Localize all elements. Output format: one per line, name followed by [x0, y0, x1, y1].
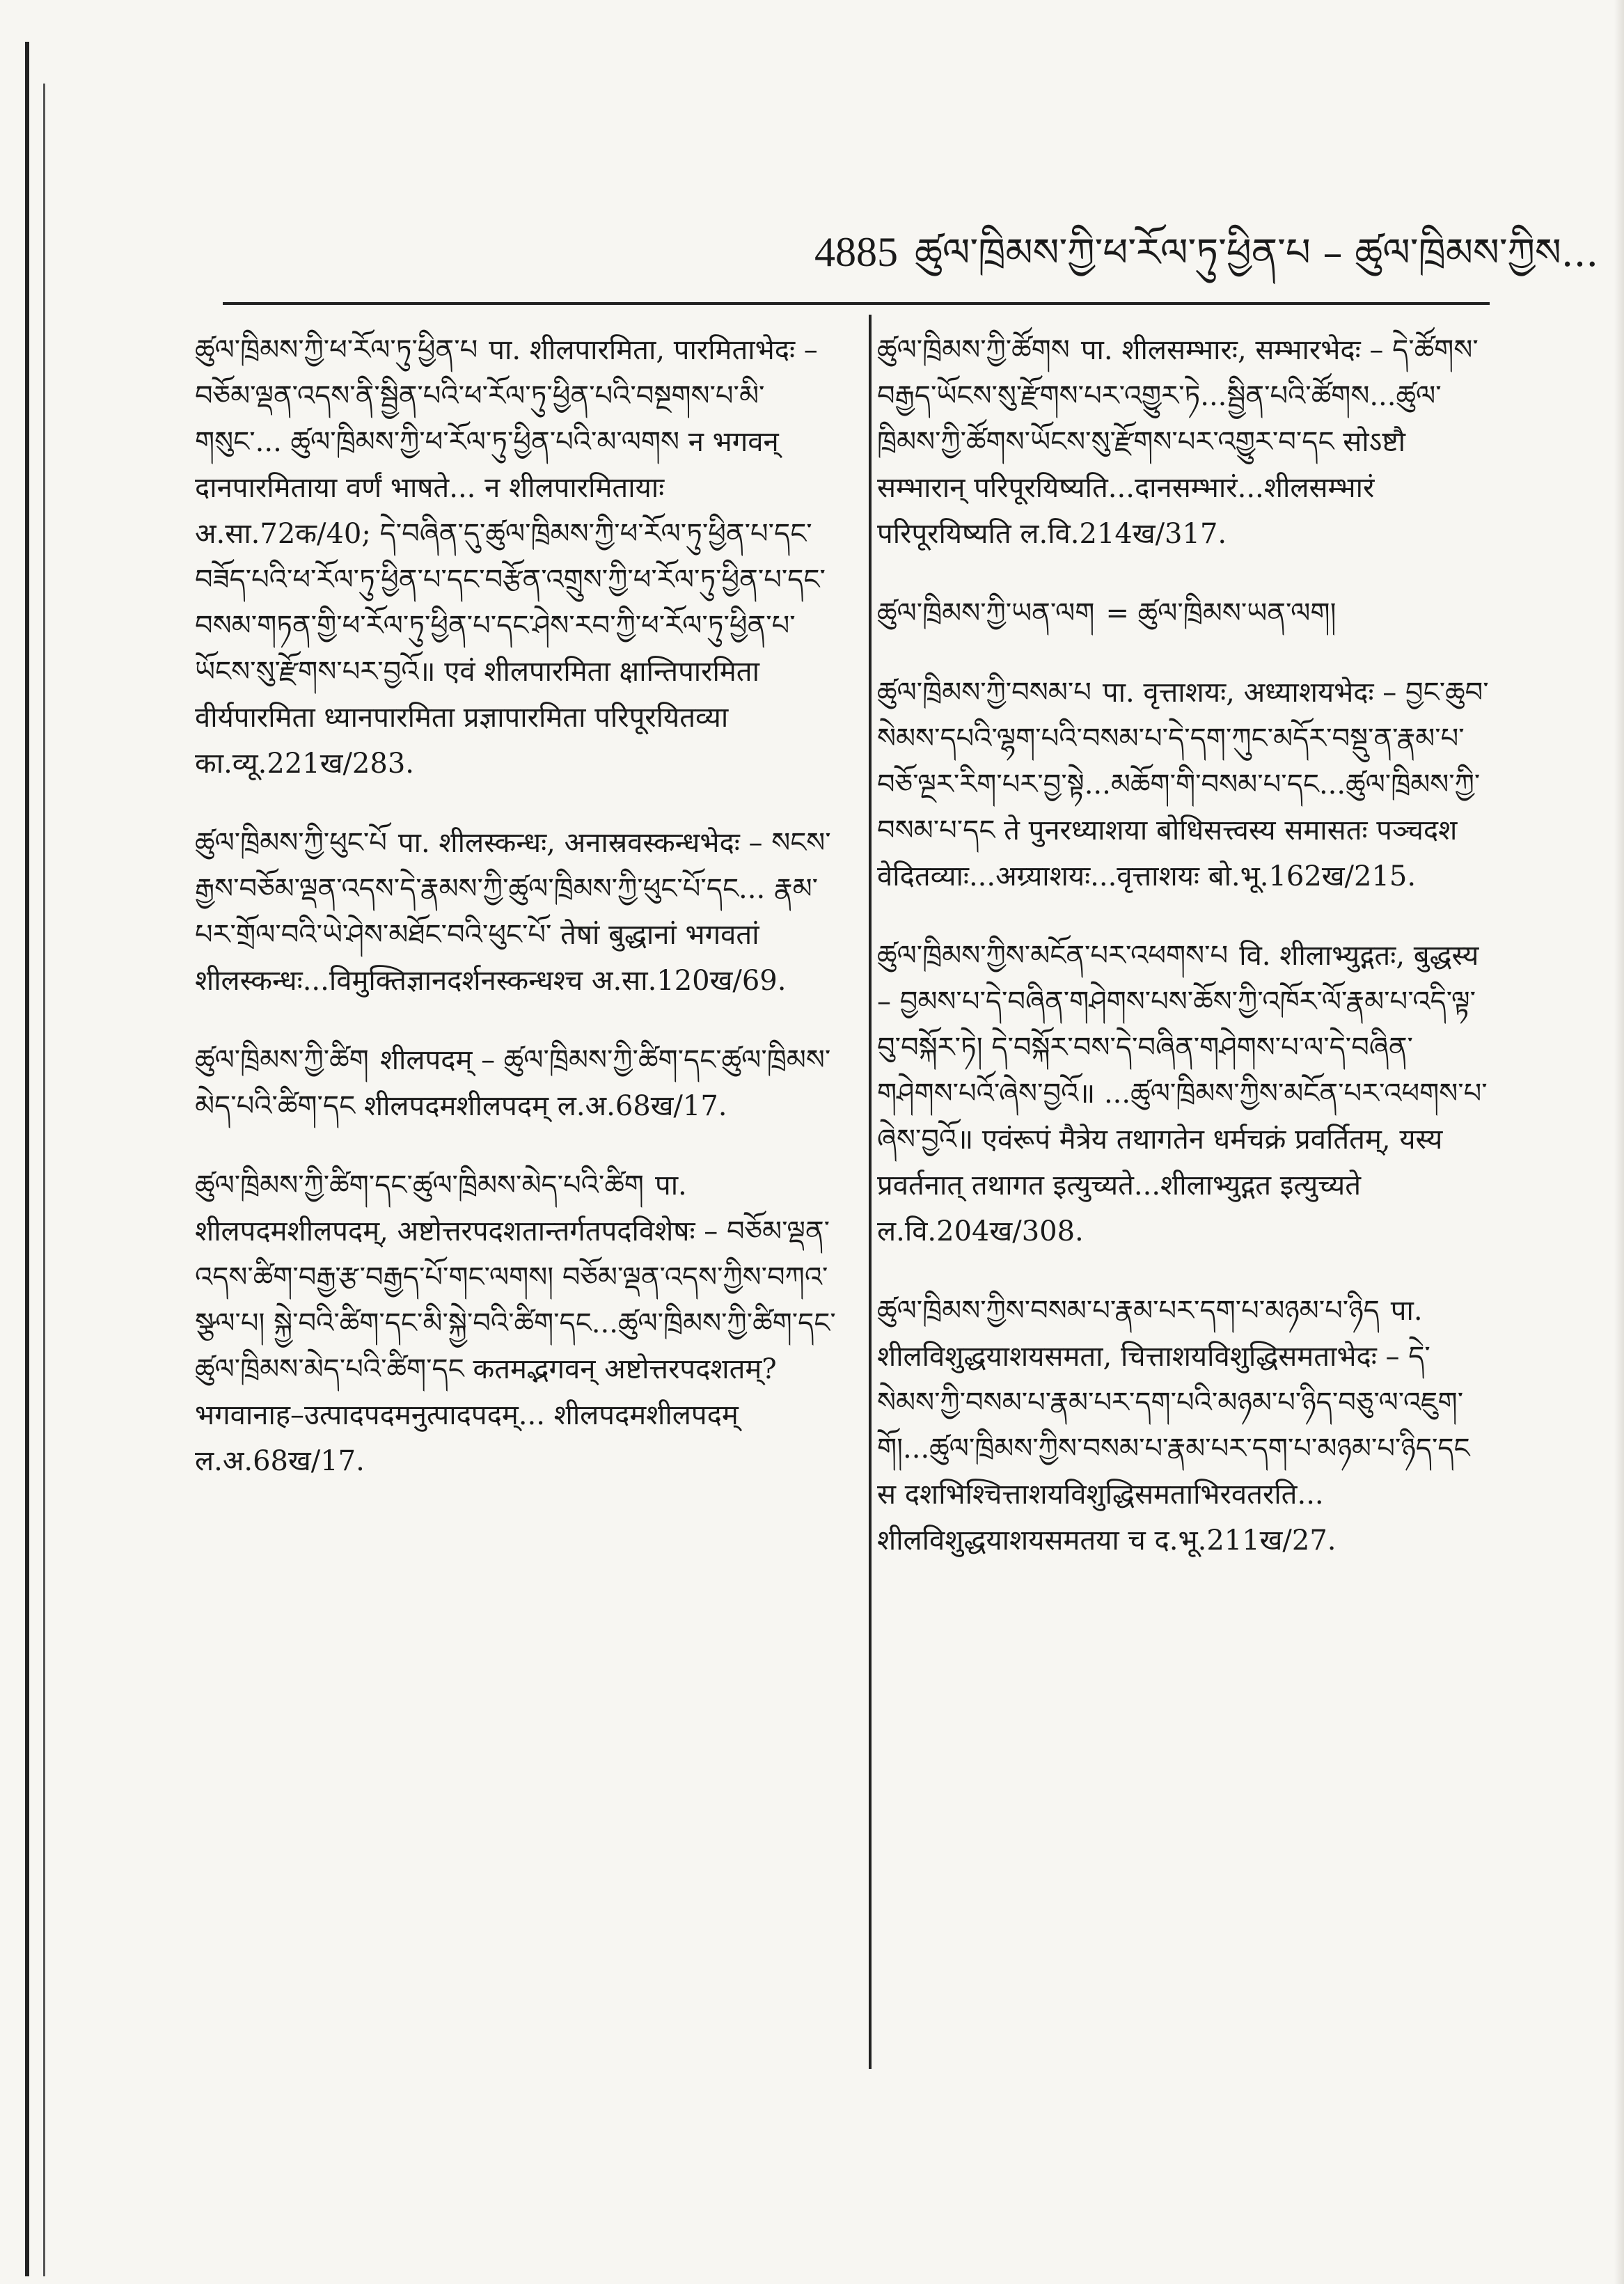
left-column — [195, 327, 842, 2137]
binding-edge-shadow — [43, 84, 45, 2276]
running-title: ཚུལ་ཁྲིམས་ཀྱི་ཕ་རོལ་ཏུ་ཕྱིན་པ – ཚུལ་ཁྲིམས་ཀྱིས... — [915, 230, 1599, 276]
entry-body: = ཚུལ་ཁྲིམས་ཡན་ལག། — [1105, 597, 1337, 629]
column-divider — [869, 315, 872, 2069]
entry-headword: ཚུལ་ཁྲིམས་ཀྱི་ཡན་ལག — [877, 597, 1095, 629]
entry-body: पा. शीलस्कन्धः, अनास्रवस्कन्धभेदः – སངས་རྒྱས་བཅོམ་ལྡན་འདས་དེ་རྣམས་ཀྱི་ཚུལ་ཁྲིམས་ཀྱི་ཕུང་པོ་དང... རྣམ་པར་གྲོལ་བའི་ཡེ་ཤེས་མཐོང་བའི་ཕུང་པོ་ तेषां बुद्धानां भगवतां शीलस्कन्धः...विमुक्तिज्ञानदर्शनस्कन्धश्च अ.सा.120ख/69. — [195, 827, 831, 997]
dictionary-entry — [195, 1037, 842, 1129]
dictionary-entry — [195, 820, 842, 1004]
entry-body: वि. शीलाभ्युद्गतः, बुद्धस्य – བྱམས་པ་དེ་བཞིན་གཤེགས་པས་ཆོས་ཀྱི་འཁོར་ལོ་རྣམ་པ་འདི་ལྟ་བུ་བསྐོར་ཏེ། དེ་བསྐོར་བས་དེ་བཞིན་གཤེགས་པ་ལ་དེ་བཞིན་གཤེགས་པའོ་ཞེས་བྱའོ॥ ...ཚུལ་ཁྲིམས་ཀྱིས་མངོན་པར་འཕགས་པ་ཞེས་བྱའོ॥ एवंरूपं मैत्रेय तथागतेन धर्मचक्रं प्रवर्तितम्, यस्य प्रवर्तनात् तथागत इत्युच्यते...शीलाभ्युद्गत इत्युच्यते ल.वि.204ख/308. — [877, 940, 1488, 1247]
entry-headword: ཚུལ་ཁྲིམས་ཀྱི་ཕུང་པོ — [195, 827, 387, 859]
entry-body: शीलपदम् – ཚུལ་ཁྲིམས་ཀྱི་ཚིག་དང་ཚུལ་ཁྲིམས་མེད་པའི་ཚིག་དང शीलपदमशीलपदम् ल.अ.68ख/17. — [195, 1044, 831, 1122]
page-edge — [1614, 0, 1624, 2284]
dictionary-entry — [195, 1163, 842, 1484]
running-header — [814, 209, 1599, 276]
entry-headword: ཚུལ་ཁྲིམས་ཀྱི་ཚིག་དང་ཚུལ་ཁྲིམས་མེད་པའི་ཚིག — [195, 1169, 644, 1202]
page-number: 4885 — [814, 229, 898, 275]
entry-headword: ཚུལ་ཁྲིམས་ཀྱིས་བསམ་པ་རྣམ་པར་དག་པ་མཉམ་པ་ཉིད — [877, 1295, 1380, 1327]
header-rule — [223, 302, 1490, 305]
dictionary-entry — [877, 590, 1490, 636]
entry-body: पा. शीलपारमिता, पारमिताभेदः – བཅོམ་ལྡན་འདས་ནི་སྦྱིན་པའི་ཕ་རོལ་ཏུ་ཕྱིན་པའི་བསྔགས་པ་མི་གསུང་... ཚུལ་ཁྲིམས་ཀྱི་ཕ་རོལ་ཏུ་ཕྱིན་པའི་མ་ལགས न भगवन् दानपारमिताया वर्णं भाषते... न शीलपारमितायाः अ.सा.72क/40; དེ་བཞིན་དུ་ཚུལ་ཁྲིམས་ཀྱི་ཕ་རོལ་ཏུ་ཕྱིན་པ་དང་བཟོད་པའི་ཕ་རོལ་ཏུ་ཕྱིན་པ་དང་བརྩོན་འགྲུས་ཀྱི་ཕ་རོལ་ཏུ་ཕྱིན་པ་དང་བསམ་གཏན་གྱི་ཕ་རོལ་ཏུ་ཕྱིན་པ་དང་ཤེས་རབ་ཀྱི་ཕ་རོལ་ཏུ་ཕྱིན་པ་ཡོངས་སུ་རྫོགས་པར་བྱའོ॥ एवं शीलपारमिता क्षान्तिपारमिता वीर्यपारमिता ध्यानपारमिता प्रज्ञापारमिता परिपूरयितव्या का.व्यू.221ख/283. — [195, 334, 826, 780]
dictionary-entry — [877, 327, 1490, 557]
binding-edge-line — [25, 42, 29, 2276]
entry-headword: ཚུལ་ཁྲིམས་ཀྱི་ཕ་རོལ་ཏུ་ཕྱིན་པ — [195, 334, 478, 366]
dictionary-entry — [195, 327, 842, 787]
entry-body: पा. वृत्ताशयः, अध्याशयभेदः – བྱང་ཆུབ་སེམས་དཔའི་ལྷག་པའི་བསམ་པ་དེ་དག་ཀུང་མདོར་བསྡུ་ན་རྣམ་པ་བཅོ་ལྔར་རིག་པར་བྱ་སྟེ...མཆོག་གི་བསམ་པ་དང...ཚུལ་ཁྲིམས་ཀྱི་བསམ་པ་དང ते पुनरध्याशया बोधिसत्त्वस्य समासतः पञ्चदश वेदितव्याः...अग्र्याशयः...वृत्ताशयः बो.भू.162ख/215. — [877, 677, 1489, 892]
dictionary-entry — [877, 1288, 1490, 1564]
entry-headword: ཚུལ་ཁྲིམས་ཀྱིས་མངོན་པར་འཕགས་པ — [877, 940, 1229, 972]
dictionary-entry — [877, 670, 1490, 899]
dictionary-entry — [877, 933, 1490, 1254]
entry-body: पा. शीलविशुद्धयाशयसमता, चित्ताशयविशुद्धिसमताभेदः – དེ་སེམས་ཀྱི་བསམ་པ་རྣམ་པར་དག་པའི་མཉམ་པ་ཉིད་བཅུ་ལ་འཇུག་གོ།...ཚུལ་ཁྲིམས་ཀྱིས་བསམ་པ་རྣམ་པར་དག་པ་མཉམ་པ་ཉིད་དང स दशभिश्चित्ताशयविशुद्धिसमताभिरवतरति... शीलविशुद्धयाशयसमतया च द.भू.211ख/27. — [877, 1295, 1470, 1557]
entry-headword: ཚུལ་ཁྲིམས་ཀྱི་ཚིག — [195, 1044, 369, 1076]
entry-body: पा. शीलसम्भारः, सम्भारभेदः – དེ་ཚོགས་བརྒྱད་ཡོངས་སུ་རྫོགས་པར་འགྱུར་ཏེ...སྦྱིན་པའི་ཚོགས...ཚུལ་ཁྲིམས་ཀྱི་ཚོགས་ཡོངས་སུ་རྫོགས་པར་འགྱུར་བ་དང सोऽष्टौ सम्भारान् परिपूरयिष्यति...दानसम्भारं...शीलसम्भारं परिपूरयिष्यति ल.वि.214ख/317. — [877, 334, 1479, 550]
entry-headword: ཚུལ་ཁྲིམས་ཀྱི་བསམ་པ — [877, 677, 1091, 709]
entry-body: पा. शीलपदमशीलपदम्, अष्टोत्तरपदशतान्तर्गतपदविशेषः – བཅོམ་ལྡན་འདས་ཚིག་བརྒྱ་རྩ་བརྒྱད་པོ་གང་ལགས། བཅོམ་ལྡན་འདས་ཀྱིས་བཀའ་སྩལ་པ། སྐྱེ་བའི་ཚིག་དང་མི་སྐྱེ་བའི་ཚིག་དང...ཚུལ་ཁྲིམས་ཀྱི་ཚིག་དང་ཚུལ་ཁྲིམས་མེད་པའི་ཚིག་དང कतमद्भगवन् अष्टोत्तरपदशतम्? भगवानाह–उत्पादपदमनुत्पादपदम्... शीलपदमशीलपदम् ल.अ.68ख/17. — [195, 1169, 836, 1477]
right-column — [877, 327, 1490, 2102]
entry-headword: ཚུལ་ཁྲིམས་ཀྱི་ཚོགས — [877, 334, 1070, 366]
